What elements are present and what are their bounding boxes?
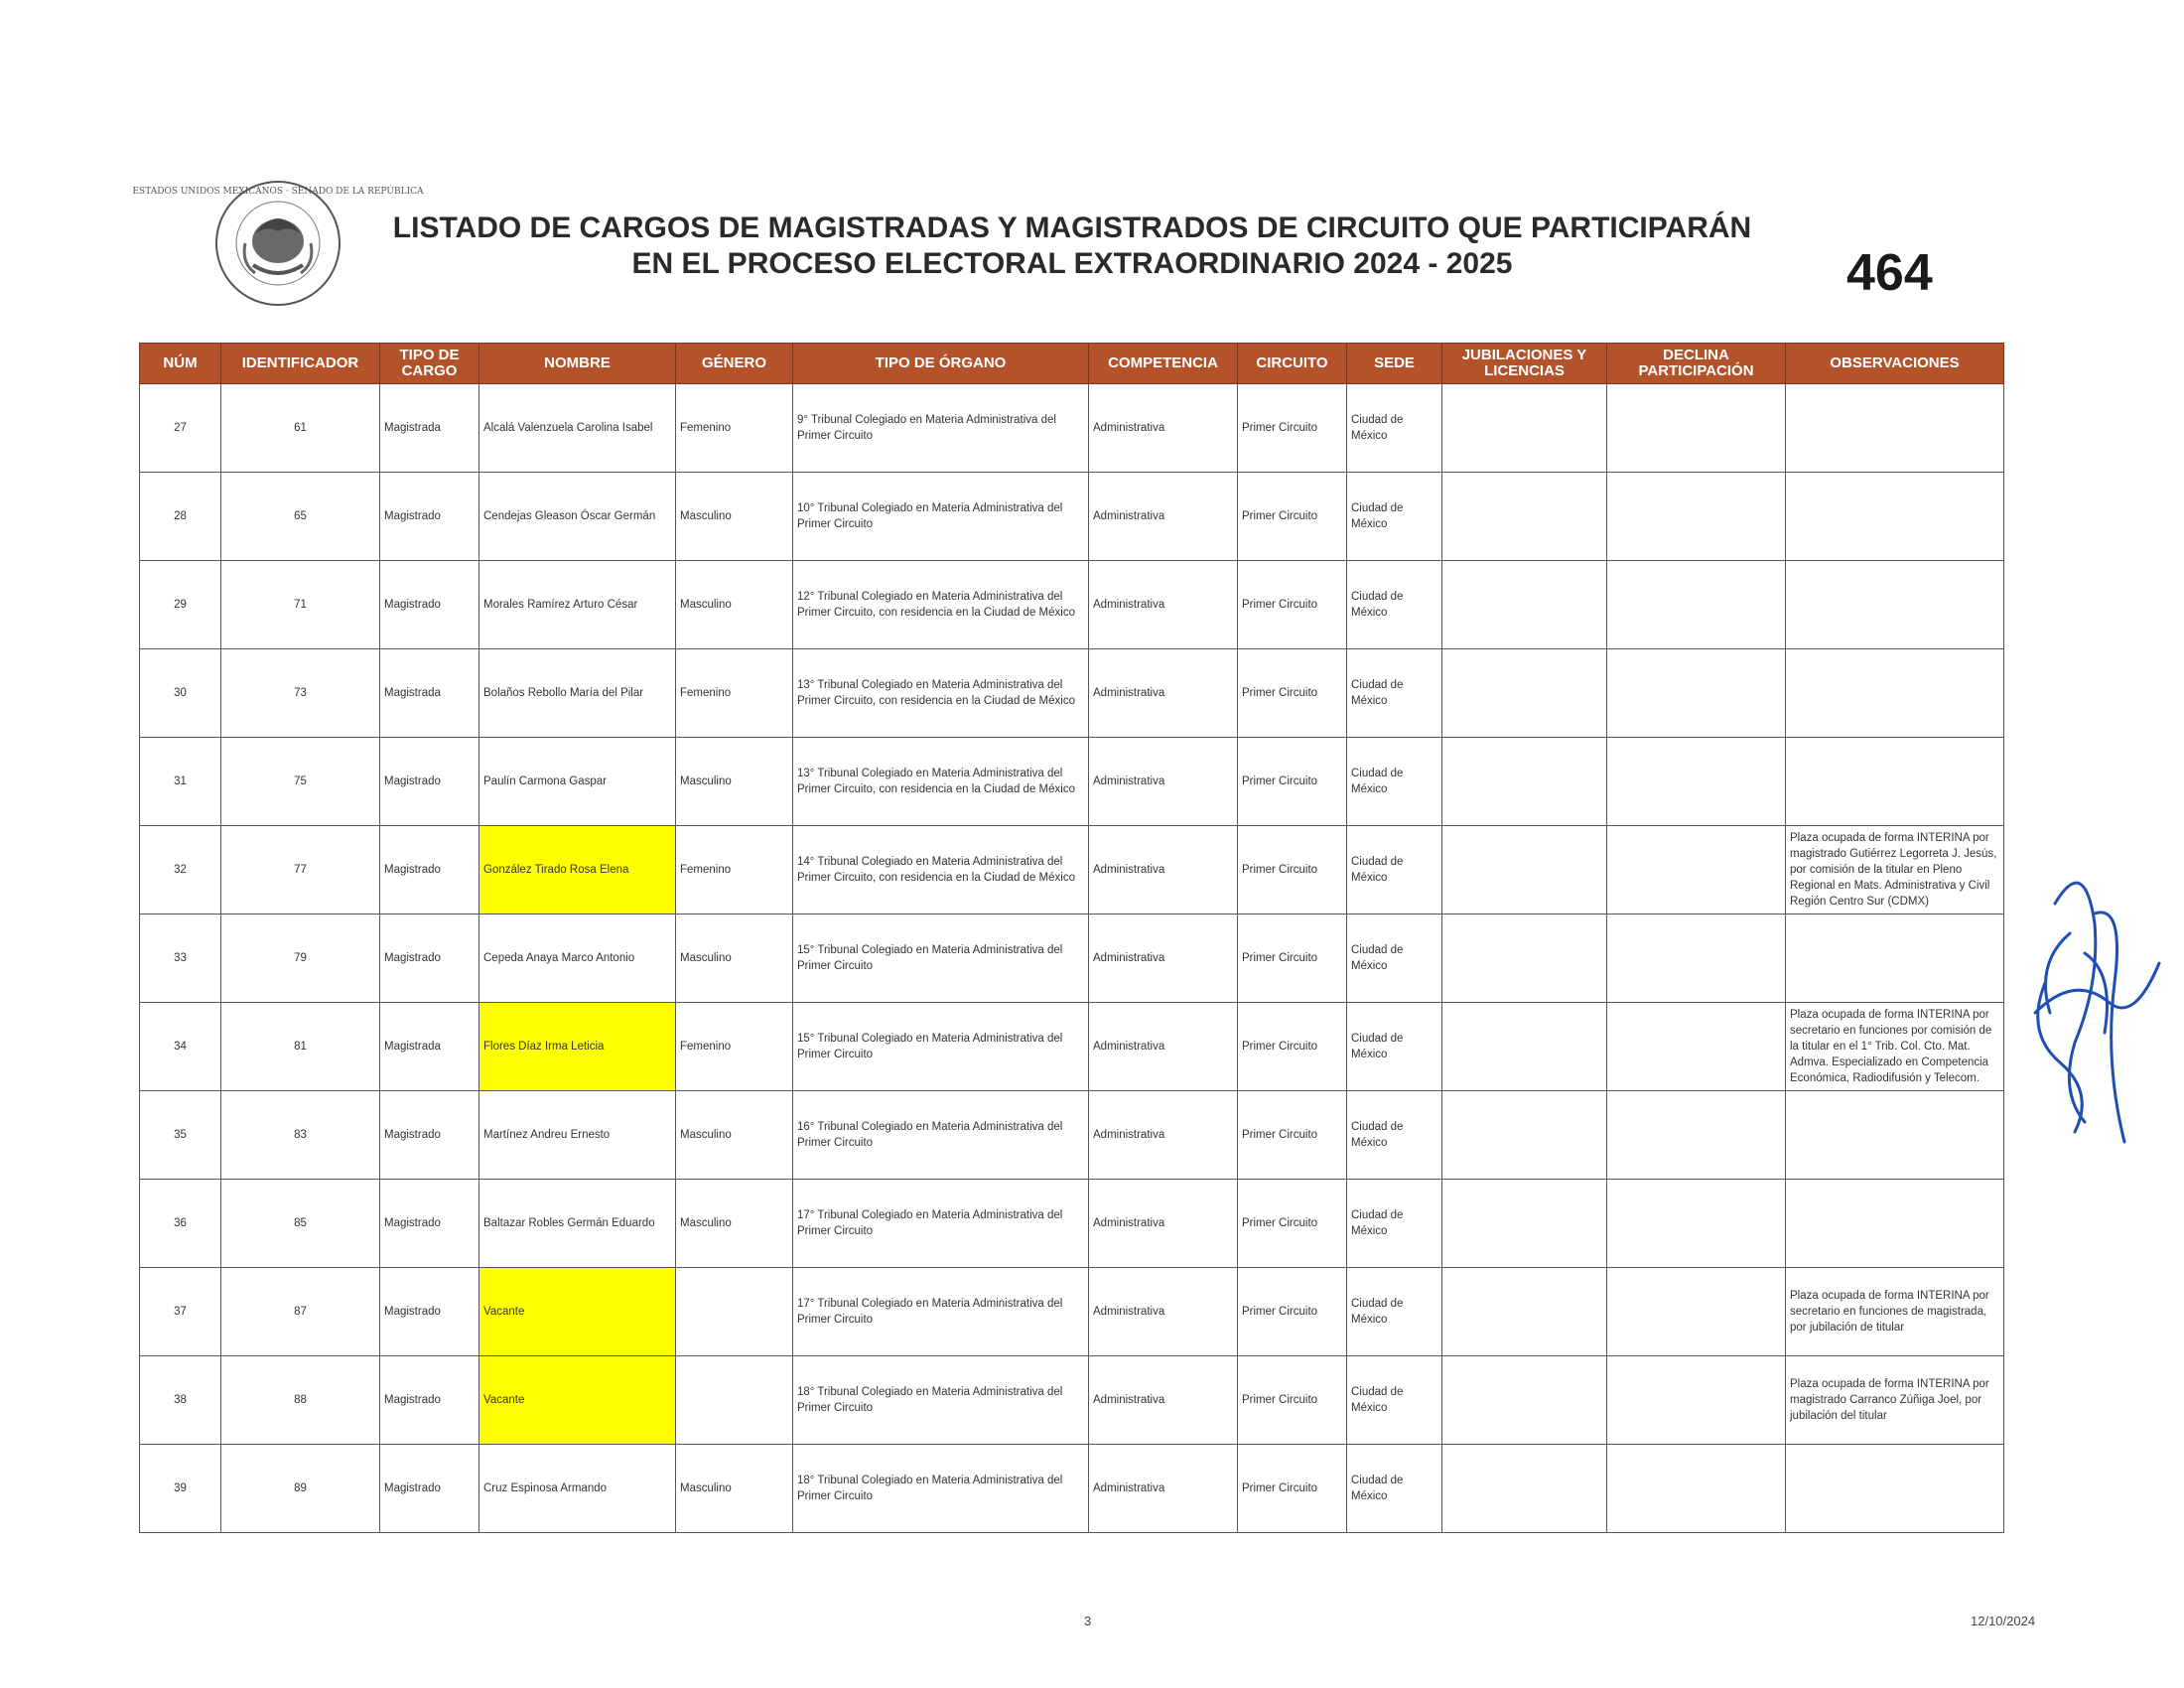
magistrates-table [139, 343, 2004, 1533]
table-row [140, 561, 2004, 649]
cell-organo: 13° Tribunal Colegiado en Materia Administrativa del Primer Circuito, con residencia en la Ciudad de México [793, 738, 1089, 826]
cell-circuito: Primer Circuito [1238, 384, 1347, 473]
cell-cargo: Magistrado [380, 1180, 479, 1268]
cell-observaciones: Plaza ocupada de forma INTERINA por secretario en funciones de magistrada, por jubilación de titular [1786, 1268, 2004, 1356]
cell-nombre: Bolaños Rebollo María del Pilar [479, 649, 676, 738]
cell-sede: Ciudad de México [1347, 473, 1442, 561]
cell-declina [1607, 649, 1786, 738]
cell-circuito: Primer Circuito [1238, 1180, 1347, 1268]
cell-jubilaciones [1442, 738, 1607, 826]
cell-declina [1607, 1356, 1786, 1445]
table-row [140, 1003, 2004, 1091]
cell-identificador: 88 [221, 1356, 380, 1445]
cell-identificador: 77 [221, 826, 380, 914]
table-row [140, 738, 2004, 826]
cell-circuito: Primer Circuito [1238, 649, 1347, 738]
cell-organo: 18° Tribunal Colegiado en Materia Administrativa del Primer Circuito [793, 1445, 1089, 1533]
cell-genero [676, 1268, 793, 1356]
cell-nombre: Cepeda Anaya Marco Antonio [479, 914, 676, 1003]
title-line-2: EN EL PROCESO ELECTORAL EXTRAORDINARIO 2024 - 2025 [631, 247, 1513, 280]
col-header-observaciones: OBSERVACIONES [1786, 344, 2004, 384]
cell-organo: 16° Tribunal Colegiado en Materia Administrativa del Primer Circuito [793, 1091, 1089, 1180]
cell-jubilaciones [1442, 473, 1607, 561]
cell-sede: Ciudad de México [1347, 738, 1442, 826]
cell-competencia: Administrativa [1089, 1268, 1238, 1356]
signature-icon [2015, 864, 2164, 1152]
cell-cargo: Magistrada [380, 649, 479, 738]
cell-identificador: 71 [221, 561, 380, 649]
cell-jubilaciones [1442, 1003, 1607, 1091]
cell-jubilaciones [1442, 1180, 1607, 1268]
folio-number: 464 [1846, 244, 1933, 302]
cell-nombre: Vacante [479, 1268, 676, 1356]
cell-observaciones: Plaza ocupada de forma INTERINA por magistrado Carranco Zúñiga Joel, por jubilación del titular [1786, 1356, 2004, 1445]
cell-num: 34 [140, 1003, 221, 1091]
cell-sede: Ciudad de México [1347, 914, 1442, 1003]
cell-organo: 15° Tribunal Colegiado en Materia Administrativa del Primer Circuito [793, 1003, 1089, 1091]
cell-genero: Masculino [676, 914, 793, 1003]
cell-cargo: Magistrado [380, 473, 479, 561]
cell-identificador: 87 [221, 1268, 380, 1356]
cell-circuito: Primer Circuito [1238, 914, 1347, 1003]
cell-cargo: Magistrado [380, 1356, 479, 1445]
cell-nombre: Martínez Andreu Ernesto [479, 1091, 676, 1180]
seal-text: ESTADOS UNIDOS MEXICANOS · SENADO DE LA REPÚBLICA [132, 187, 424, 197]
cell-declina [1607, 826, 1786, 914]
cell-organo: 17° Tribunal Colegiado en Materia Administrativa del Primer Circuito [793, 1268, 1089, 1356]
cell-sede: Ciudad de México [1347, 1356, 1442, 1445]
cell-sede: Ciudad de México [1347, 826, 1442, 914]
cell-organo: 18° Tribunal Colegiado en Materia Administrativa del Primer Circuito [793, 1356, 1089, 1445]
cell-num: 28 [140, 473, 221, 561]
cell-nombre: Baltazar Robles Germán Eduardo [479, 1180, 676, 1268]
title-line-1: LISTADO DE CARGOS DE MAGISTRADAS Y MAGISTRADOS DE CIRCUITO QUE PARTICIPARÁN [392, 211, 1752, 244]
cell-nombre: Flores Díaz Irma Leticia [479, 1003, 676, 1091]
cell-jubilaciones [1442, 1091, 1607, 1180]
cell-cargo: Magistrado [380, 1268, 479, 1356]
cell-genero: Masculino [676, 561, 793, 649]
col-header-identificador: IDENTIFICADOR [221, 344, 380, 384]
table-header-row [140, 344, 2004, 384]
cell-competencia: Administrativa [1089, 914, 1238, 1003]
cell-nombre: Alcalá Valenzuela Carolina Isabel [479, 384, 676, 473]
cell-organo: 14° Tribunal Colegiado en Materia Administrativa del Primer Circuito, con residencia en la Ciudad de México [793, 826, 1089, 914]
cell-num: 29 [140, 561, 221, 649]
cell-competencia: Administrativa [1089, 826, 1238, 914]
cell-num: 38 [140, 1356, 221, 1445]
cell-observaciones [1786, 473, 2004, 561]
cell-observaciones [1786, 738, 2004, 826]
col-header-tipo-organo: TIPO DE ÓRGANO [793, 344, 1089, 384]
cell-declina [1607, 561, 1786, 649]
cell-jubilaciones [1442, 826, 1607, 914]
cell-jubilaciones [1442, 914, 1607, 1003]
cell-circuito: Primer Circuito [1238, 1268, 1347, 1356]
cell-nombre: Cruz Espinosa Armando [479, 1445, 676, 1533]
cell-observaciones: Plaza ocupada de forma INTERINA por secretario en funciones por comisión de la titular en el 1° Trib. Col. Cto. Mat. Admva. Especializado en Competencia Económica, Radiodifusión y Telecom. [1786, 1003, 2004, 1091]
cell-identificador: 85 [221, 1180, 380, 1268]
cell-genero: Masculino [676, 1180, 793, 1268]
table-row [140, 1180, 2004, 1268]
cell-cargo: Magistrada [380, 1003, 479, 1091]
cell-organo: 12° Tribunal Colegiado en Materia Administrativa del Primer Circuito, con residencia en la Ciudad de México [793, 561, 1089, 649]
cell-cargo: Magistrado [380, 738, 479, 826]
cell-competencia: Administrativa [1089, 1091, 1238, 1180]
table-row [140, 1445, 2004, 1533]
cell-organo: 15° Tribunal Colegiado en Materia Administrativa del Primer Circuito [793, 914, 1089, 1003]
cell-sede: Ciudad de México [1347, 1091, 1442, 1180]
cell-genero: Femenino [676, 826, 793, 914]
table-row [140, 1356, 2004, 1445]
cell-organo: 13° Tribunal Colegiado en Materia Administrativa del Primer Circuito, con residencia en la Ciudad de México [793, 649, 1089, 738]
cell-num: 32 [140, 826, 221, 914]
cell-nombre: Morales Ramírez Arturo César [479, 561, 676, 649]
cell-cargo: Magistrado [380, 914, 479, 1003]
cell-declina [1607, 1180, 1786, 1268]
cell-genero: Masculino [676, 738, 793, 826]
cell-identificador: 61 [221, 384, 380, 473]
cell-circuito: Primer Circuito [1238, 561, 1347, 649]
cell-declina [1607, 473, 1786, 561]
cell-circuito: Primer Circuito [1238, 738, 1347, 826]
cell-jubilaciones [1442, 1268, 1607, 1356]
cell-identificador: 79 [221, 914, 380, 1003]
cell-genero: Masculino [676, 473, 793, 561]
cell-declina [1607, 1091, 1786, 1180]
cell-observaciones [1786, 914, 2004, 1003]
cell-jubilaciones [1442, 1445, 1607, 1533]
cell-nombre: González Tirado Rosa Elena [479, 826, 676, 914]
cell-cargo: Magistrada [380, 384, 479, 473]
cell-num: 31 [140, 738, 221, 826]
table-row [140, 1268, 2004, 1356]
cell-circuito: Primer Circuito [1238, 826, 1347, 914]
cell-circuito: Primer Circuito [1238, 1091, 1347, 1180]
footer-page-number: 3 [1084, 1614, 1092, 1628]
cell-sede: Ciudad de México [1347, 1003, 1442, 1091]
cell-nombre: Vacante [479, 1356, 676, 1445]
cell-num: 39 [140, 1445, 221, 1533]
cell-genero [676, 1356, 793, 1445]
table-row [140, 1091, 2004, 1180]
col-header-circuito: CIRCUITO [1238, 344, 1347, 384]
cell-jubilaciones [1442, 384, 1607, 473]
cell-num: 27 [140, 384, 221, 473]
cell-genero: Femenino [676, 384, 793, 473]
footer-date: 12/10/2024 [1971, 1614, 2036, 1628]
cell-jubilaciones [1442, 649, 1607, 738]
cell-genero: Femenino [676, 1003, 793, 1091]
cell-identificador: 73 [221, 649, 380, 738]
cell-competencia: Administrativa [1089, 1003, 1238, 1091]
cell-cargo: Magistrado [380, 826, 479, 914]
cell-declina [1607, 1268, 1786, 1356]
cell-declina [1607, 738, 1786, 826]
cell-declina [1607, 1003, 1786, 1091]
table-row [140, 826, 2004, 914]
cell-observaciones [1786, 1180, 2004, 1268]
cell-cargo: Magistrado [380, 1091, 479, 1180]
cell-num: 37 [140, 1268, 221, 1356]
cell-observaciones [1786, 649, 2004, 738]
cell-organo: 9° Tribunal Colegiado en Materia Administrativa del Primer Circuito [793, 384, 1089, 473]
col-header-declina: DECLINA PARTICIPACIÓN [1607, 344, 1786, 384]
cell-cargo: Magistrado [380, 561, 479, 649]
senate-seal [132, 174, 424, 313]
col-header-sede: SEDE [1347, 344, 1442, 384]
cell-identificador: 83 [221, 1091, 380, 1180]
cell-observaciones: Plaza ocupada de forma INTERINA por magistrado Gutiérrez Legorreta J. Jesús, por comisión de la titular en Pleno Regional en Mats. Administrativa y Civil Región Centro Sur (CDMX) [1786, 826, 2004, 914]
cell-num: 30 [140, 649, 221, 738]
cell-sede: Ciudad de México [1347, 649, 1442, 738]
cell-identificador: 89 [221, 1445, 380, 1533]
cell-competencia: Administrativa [1089, 1180, 1238, 1268]
page-title [377, 211, 1767, 282]
cell-organo: 17° Tribunal Colegiado en Materia Administrativa del Primer Circuito [793, 1180, 1089, 1268]
cell-identificador: 65 [221, 473, 380, 561]
col-header-num: NÚM [140, 344, 221, 384]
cell-identificador: 81 [221, 1003, 380, 1091]
eagle-seal-icon [132, 174, 424, 313]
cell-num: 35 [140, 1091, 221, 1180]
cell-organo: 10° Tribunal Colegiado en Materia Administrativa del Primer Circuito [793, 473, 1089, 561]
cell-competencia: Administrativa [1089, 1445, 1238, 1533]
cell-observaciones [1786, 561, 2004, 649]
cell-sede: Ciudad de México [1347, 1445, 1442, 1533]
cell-declina [1607, 914, 1786, 1003]
cell-competencia: Administrativa [1089, 561, 1238, 649]
col-header-genero: GÉNERO [676, 344, 793, 384]
cell-jubilaciones [1442, 1356, 1607, 1445]
cell-competencia: Administrativa [1089, 649, 1238, 738]
cell-identificador: 75 [221, 738, 380, 826]
handwritten-signature [2015, 864, 2164, 1152]
cell-observaciones [1786, 1445, 2004, 1533]
col-header-competencia: COMPETENCIA [1089, 344, 1238, 384]
cell-sede: Ciudad de México [1347, 561, 1442, 649]
cell-sede: Ciudad de México [1347, 1268, 1442, 1356]
cell-genero: Masculino [676, 1091, 793, 1180]
cell-jubilaciones [1442, 561, 1607, 649]
cell-competencia: Administrativa [1089, 1356, 1238, 1445]
col-header-nombre: NOMBRE [479, 344, 676, 384]
cell-competencia: Administrativa [1089, 473, 1238, 561]
cell-competencia: Administrativa [1089, 738, 1238, 826]
cell-num: 33 [140, 914, 221, 1003]
cell-circuito: Primer Circuito [1238, 1003, 1347, 1091]
cell-declina [1607, 384, 1786, 473]
table-row [140, 914, 2004, 1003]
table-row [140, 384, 2004, 473]
cell-declina [1607, 1445, 1786, 1533]
cell-circuito: Primer Circuito [1238, 1445, 1347, 1533]
cell-genero: Masculino [676, 1445, 793, 1533]
table-row [140, 473, 2004, 561]
cell-observaciones [1786, 384, 2004, 473]
cell-sede: Ciudad de México [1347, 1180, 1442, 1268]
col-header-jubilaciones: JUBILACIONES Y LICENCIAS [1442, 344, 1607, 384]
cell-sede: Ciudad de México [1347, 384, 1442, 473]
col-header-tipo-cargo: TIPO DE CARGO [380, 344, 479, 384]
cell-cargo: Magistrado [380, 1445, 479, 1533]
cell-nombre: Cendejas Gleason Óscar Germán [479, 473, 676, 561]
cell-circuito: Primer Circuito [1238, 1356, 1347, 1445]
cell-observaciones [1786, 1091, 2004, 1180]
cell-circuito: Primer Circuito [1238, 473, 1347, 561]
cell-num: 36 [140, 1180, 221, 1268]
cell-genero: Femenino [676, 649, 793, 738]
cell-competencia: Administrativa [1089, 384, 1238, 473]
table-row [140, 649, 2004, 738]
cell-nombre: Paulín Carmona Gaspar [479, 738, 676, 826]
